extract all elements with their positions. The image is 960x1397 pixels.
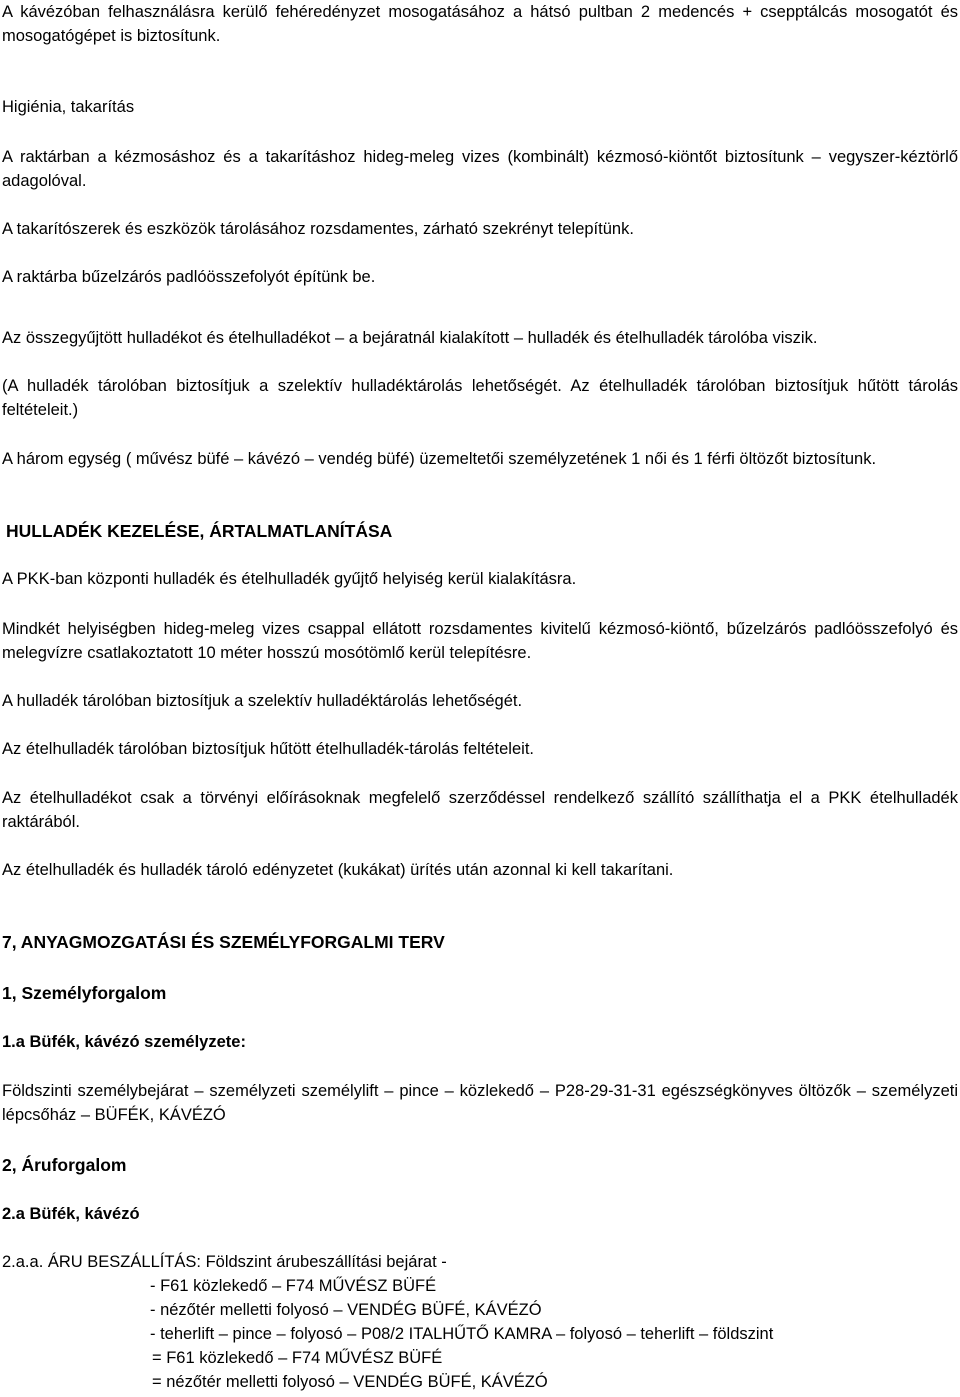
goods-delivery-route	[2, 1250, 958, 1394]
paragraph-hygiene-3: A raktárba bűzelzárós padlóösszefolyót építünk be.	[2, 268, 376, 286]
paragraph-waste-1: A PKK-ban központi hulladék és ételhulladék gyűjtő helyiség kerül kialakításra.	[2, 570, 577, 588]
heading-buffet-staff: 1.a Büfék, kávézó személyzete:	[2, 1033, 246, 1051]
heading-personnel-traffic: 1, Személyforgalom	[2, 983, 167, 1003]
route-line: - teherlift – pince – folyosó – P08/2 ITALHŰTŐ KAMRA – folyosó – teherlift – földszint	[150, 1325, 774, 1343]
paragraph-hygiene-1: A raktárban a kézmosáshoz és a takarításhoz hideg-meleg vizes (kombinált) kézmosó-kiöntőt biztosítunk – vegyszer-kéztörlő adagolóval.	[2, 148, 958, 190]
paragraph-hygiene-5: (A hulladék tárolóban biztosítjuk a szelektív hulladéktárolás lehetőségét. Az ételhulladék tárolóban biztosítjuk hűtött tárolás feltételeit.)	[2, 377, 958, 419]
paragraph-waste-5: Az ételhulladékot csak a törvényi előírásoknak megfelelő szerződéssel rendelkező szállító szállíthatja el a PKK ételhulladék raktárából.	[2, 789, 958, 831]
route-line: - F61 közlekedő – F74 MŰVÉSZ BÜFÉ	[150, 1277, 437, 1295]
route-line: - nézőtér melletti folyosó – VENDÉG BÜFÉ, KÁVÉZÓ	[150, 1301, 542, 1319]
paragraph-waste-4: Az ételhulladék tárolóban biztosítjuk hűtött ételhulladék-tárolás feltételeit.	[2, 740, 534, 758]
heading-section-7: 7, ANYAGMOZGATÁSI ÉS SZEMÉLYFORGALMI TERV	[2, 932, 445, 952]
paragraph-intro: A kávézóban felhasználásra kerülő fehéredényzet mosogatásához a hátsó pultban 2 medencés + csepptálcás mosogatót és mosogatógépet is biztosítunk.	[2, 3, 958, 45]
paragraph-waste-6: Az ételhulladék és hulladék tároló edényzetet (kukákat) ürítés után azonnal ki kell takarítani.	[2, 861, 674, 879]
route-line: = nézőtér melletti folyosó – VENDÉG BÜFÉ, KÁVÉZÓ	[152, 1373, 548, 1391]
paragraph-staff-route: Földszinti személybejárat – személyzeti személylift – pince – közlekedő – P28-29-31-31 egészségkönyves öltözők – személyzeti lépcsőház – BÜFÉK, KÁVÉZÓ	[2, 1082, 958, 1124]
heading-hygiene: Higiénia, takarítás	[2, 98, 135, 116]
heading-goods-traffic: 2, Áruforgalom	[2, 1155, 127, 1175]
paragraph-hygiene-6: A három egység ( művész büfé – kávézó – vendég büfé) üzemeltetői személyzetének 1 női és 1 férfi öltözőt biztosítunk.	[2, 450, 877, 468]
paragraph-waste-3: A hulladék tárolóban biztosítjuk a szelektív hulladéktárolás lehetőségét.	[2, 692, 523, 710]
paragraph-hygiene-2: A takarítószerek és eszközök tárolásához rozsdamentes, zárható szekrényt telepítünk.	[2, 220, 634, 238]
route-line: 2.a.a. ÁRU BESZÁLLÍTÁS: Földszint árubeszállítási bejárat -	[2, 1253, 447, 1271]
route-line: = F61 közlekedő – F74 MŰVÉSZ BÜFÉ	[152, 1349, 443, 1367]
paragraph-hygiene-4: Az összegyűjtött hulladékot és ételhulladékot – a bejáratnál kialakított – hulladék és ételhulladék tárolóba viszik.	[2, 329, 818, 347]
heading-waste: HULLADÉK KEZELÉSE, ÁRTALMATLANÍTÁSA	[6, 521, 393, 541]
paragraph-waste-2: Mindkét helyiségben hideg-meleg vizes csappal ellátott rozsdamentes kivitelű kézmosó-kiöntő, bűzelzárós padlóösszefolyó és melegvízre csatlakoztatott 10 méter hosszú mosótömlő kerül telepítésre.	[2, 620, 958, 662]
heading-buffet-goods: 2.a Büfék, kávézó	[2, 1205, 140, 1223]
